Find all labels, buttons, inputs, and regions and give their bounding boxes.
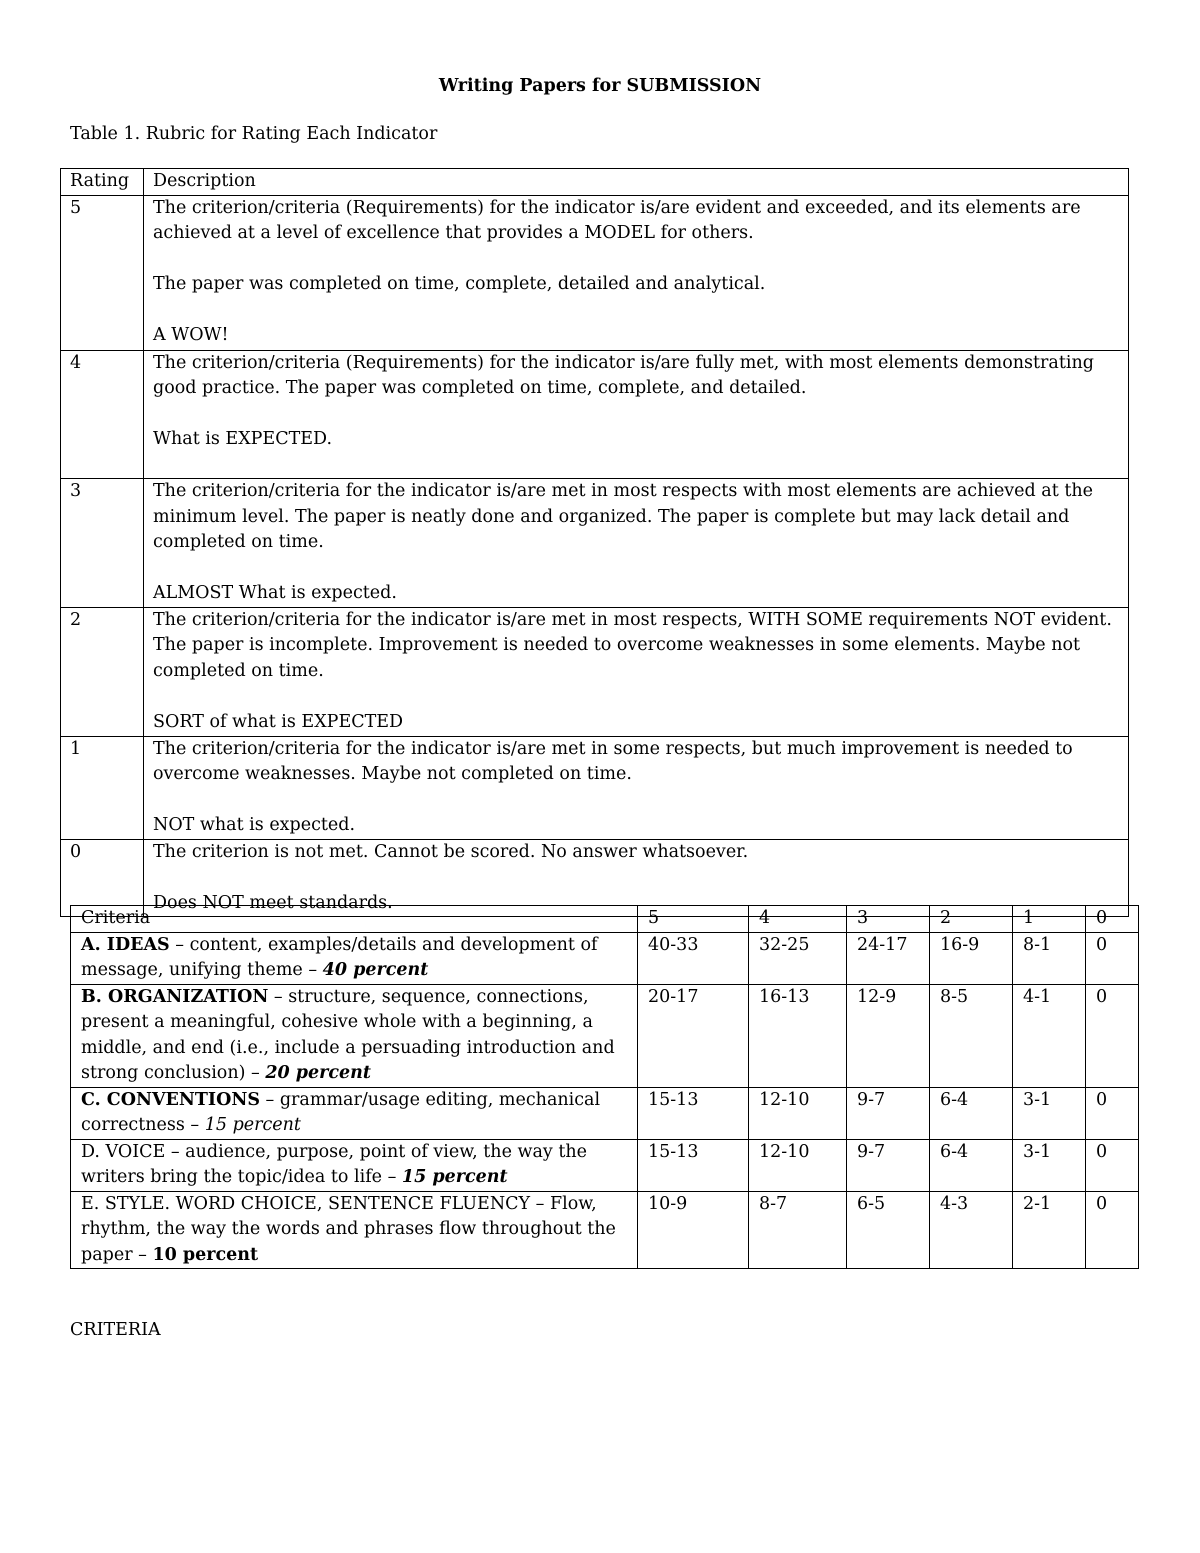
- score-range: 0: [1086, 932, 1139, 984]
- criteria-description: – content, examples/details and development of message, unifying theme –: [81, 934, 598, 980]
- score-range: 16-13: [749, 984, 847, 1087]
- score-header: 3: [847, 906, 930, 933]
- criteria-label: E. STYLE. WORD CHOICE, SENTENCE FLUENCY: [81, 1193, 531, 1214]
- score-range: 15-13: [638, 1139, 749, 1191]
- criteria-header: Criteria: [71, 906, 638, 933]
- rubric-header-row: [61, 169, 1129, 196]
- score-range: 4-3: [930, 1191, 1013, 1269]
- score-range: 8-5: [930, 984, 1013, 1087]
- score-range: 9-7: [847, 1087, 930, 1139]
- rubric-rating: 0: [61, 839, 144, 917]
- score-range: 0: [1086, 1139, 1139, 1191]
- score-range: 15-13: [638, 1087, 749, 1139]
- rubric-description: [144, 195, 1129, 350]
- score-range: 2-1: [1013, 1191, 1086, 1269]
- criteria-header-row: [71, 906, 1139, 933]
- score-header: 4: [749, 906, 847, 933]
- rubric-table: [60, 168, 1129, 917]
- score-range: 40-33: [638, 932, 749, 984]
- score-range: 10-9: [638, 1191, 749, 1269]
- rubric-row: [61, 479, 1129, 608]
- rubric-description-paragraph: The criterion/criteria for the indicator is/are met in most respects, WITH SOME requirements NOT evident. The paper is incomplete. Improvement is needed to overcome weaknesses in some elements. Maybe not completed on time.: [153, 609, 1112, 681]
- criteria-weight: 20 percent: [265, 1063, 371, 1083]
- score-range: 8-1: [1013, 932, 1086, 984]
- rubric-description-paragraph: The criterion/criteria for the indicator is/are met in most respects with most elements are achieved at the minimum level. The paper is neatly done and organized. The paper is complete but may lack detail and completed on time.: [153, 481, 1093, 552]
- score-range: 0: [1086, 1191, 1139, 1269]
- rubric-description: [144, 736, 1129, 839]
- rubric-description-paragraph: Does NOT meet standards.: [153, 892, 393, 913]
- criteria-row: [71, 1139, 1139, 1191]
- criteria-row: [71, 1087, 1139, 1139]
- rubric-row: [61, 350, 1129, 479]
- criteria-cell: [71, 1191, 638, 1269]
- table-caption: Table 1. Rubric for Rating Each Indicator: [70, 124, 438, 144]
- rubric-rating: 2: [61, 607, 144, 736]
- rubric-description: [144, 607, 1129, 736]
- rubric-description: [144, 479, 1129, 608]
- score-range: 6-5: [847, 1191, 930, 1269]
- criteria-description: – grammar/usage editing, mechanical correctness –: [81, 1089, 601, 1135]
- criteria-row: [71, 1191, 1139, 1269]
- rubric-rating: 1: [61, 736, 144, 839]
- criteria-description: – Flow, rhythm, the way the words and phrases flow throughout the paper –: [81, 1193, 616, 1265]
- criteria-cell: [71, 1139, 638, 1191]
- criteria-table: [70, 905, 1139, 1269]
- score-header: 2: [930, 906, 1013, 933]
- criteria-description: – structure, sequence, connections, present a meaningful, cohesive whole with a beginning, a middle, and end (i.e., include a persuading introduction and strong conclusion) –: [81, 986, 615, 1083]
- criteria-cell: [71, 1087, 638, 1139]
- rubric-rating: 4: [61, 350, 144, 479]
- score-range: 3-1: [1013, 1139, 1086, 1191]
- score-range: 3-1: [1013, 1087, 1086, 1139]
- rubric-description-paragraph: The criterion/criteria (Requirements) for the indicator is/are fully met, with most elements demonstrating good practice. The paper was completed on time, complete, and detailed.: [153, 352, 1094, 398]
- criteria-row: [71, 984, 1139, 1087]
- criteria-label: A. IDEAS: [81, 934, 170, 955]
- rubric-description-paragraph: [153, 247, 1128, 273]
- criteria-label: B. ORGANIZATION: [81, 986, 269, 1007]
- rubric-description-paragraph: The criterion/criteria (Requirements) for the indicator is/are evident and exceeded, and its elements are achieved at a level of excellence that provides a MODEL for others.: [153, 197, 1081, 243]
- rubric-description-paragraph: [153, 865, 1128, 891]
- score-range: 8-7: [749, 1191, 847, 1269]
- criteria-description: – audience, purpose, point of view, the way the writers bring the topic/idea to life –: [81, 1141, 588, 1187]
- score-range: 16-9: [930, 932, 1013, 984]
- criteria-footer-label: CRITERIA: [70, 1320, 161, 1340]
- criteria-label: C. CONVENTIONS: [81, 1089, 260, 1110]
- score-range: 0: [1086, 1087, 1139, 1139]
- rubric-description-paragraph: [153, 556, 1128, 582]
- document-title: Writing Papers for SUBMISSION: [438, 76, 762, 96]
- score-header: 1: [1013, 906, 1086, 933]
- score-range: 4-1: [1013, 984, 1086, 1087]
- rubric-rating: 5: [61, 195, 144, 350]
- score-range: 32-25: [749, 932, 847, 984]
- criteria-label: D. VOICE: [81, 1141, 166, 1162]
- rubric-row: [61, 195, 1129, 350]
- score-range: 20-17: [638, 984, 749, 1087]
- rubric-description-paragraph: [153, 788, 1128, 814]
- rubric-description-paragraph: ALMOST What is expected.: [153, 583, 397, 603]
- rubric-description-paragraph: [153, 402, 1128, 428]
- rubric-description: [144, 350, 1129, 479]
- rating-header: Rating: [61, 169, 144, 196]
- score-range: 12-10: [749, 1139, 847, 1191]
- score-range: 6-4: [930, 1087, 1013, 1139]
- criteria-weight: 10 percent: [152, 1244, 259, 1265]
- rubric-description-paragraph: What is EXPECTED.: [153, 429, 333, 449]
- rubric-description-paragraph: The criterion/criteria for the indicator is/are met in some respects, but much improvement is needed to overcome weaknesses. Maybe not completed on time.: [153, 738, 1073, 784]
- criteria-weight: 15 percent: [204, 1115, 301, 1135]
- criteria-weight: 40 percent: [322, 960, 429, 980]
- rubric-description-paragraph: NOT what is expected.: [153, 815, 356, 835]
- score-header: 0: [1086, 906, 1139, 933]
- rubric-row: [61, 607, 1129, 736]
- criteria-row: [71, 932, 1139, 984]
- score-range: 9-7: [847, 1139, 930, 1191]
- score-range: 24-17: [847, 932, 930, 984]
- score-header: 5: [638, 906, 749, 933]
- rubric-description-paragraph: The criterion is not met. Cannot be scored. No answer whatsoever.: [153, 841, 749, 862]
- rubric-description-paragraph: [153, 684, 1128, 710]
- rubric-description-paragraph: [153, 298, 1128, 324]
- description-header: Description: [144, 169, 1129, 196]
- rubric-description-paragraph: A WOW!: [153, 325, 229, 345]
- rubric-rating: 3: [61, 479, 144, 608]
- criteria-cell: [71, 932, 638, 984]
- criteria-cell: [71, 984, 638, 1087]
- criteria-weight: 15 percent: [401, 1167, 508, 1187]
- rubric-description-paragraph: [153, 453, 1128, 479]
- rubric-description-paragraph: The paper was completed on time, complete, detailed and analytical.: [153, 274, 766, 294]
- score-range: 12-9: [847, 984, 930, 1087]
- score-range: 6-4: [930, 1139, 1013, 1191]
- score-range: 12-10: [749, 1087, 847, 1139]
- score-range: 0: [1086, 984, 1139, 1087]
- rubric-description-paragraph: SORT of what is EXPECTED: [153, 711, 404, 732]
- rubric-row: [61, 736, 1129, 839]
